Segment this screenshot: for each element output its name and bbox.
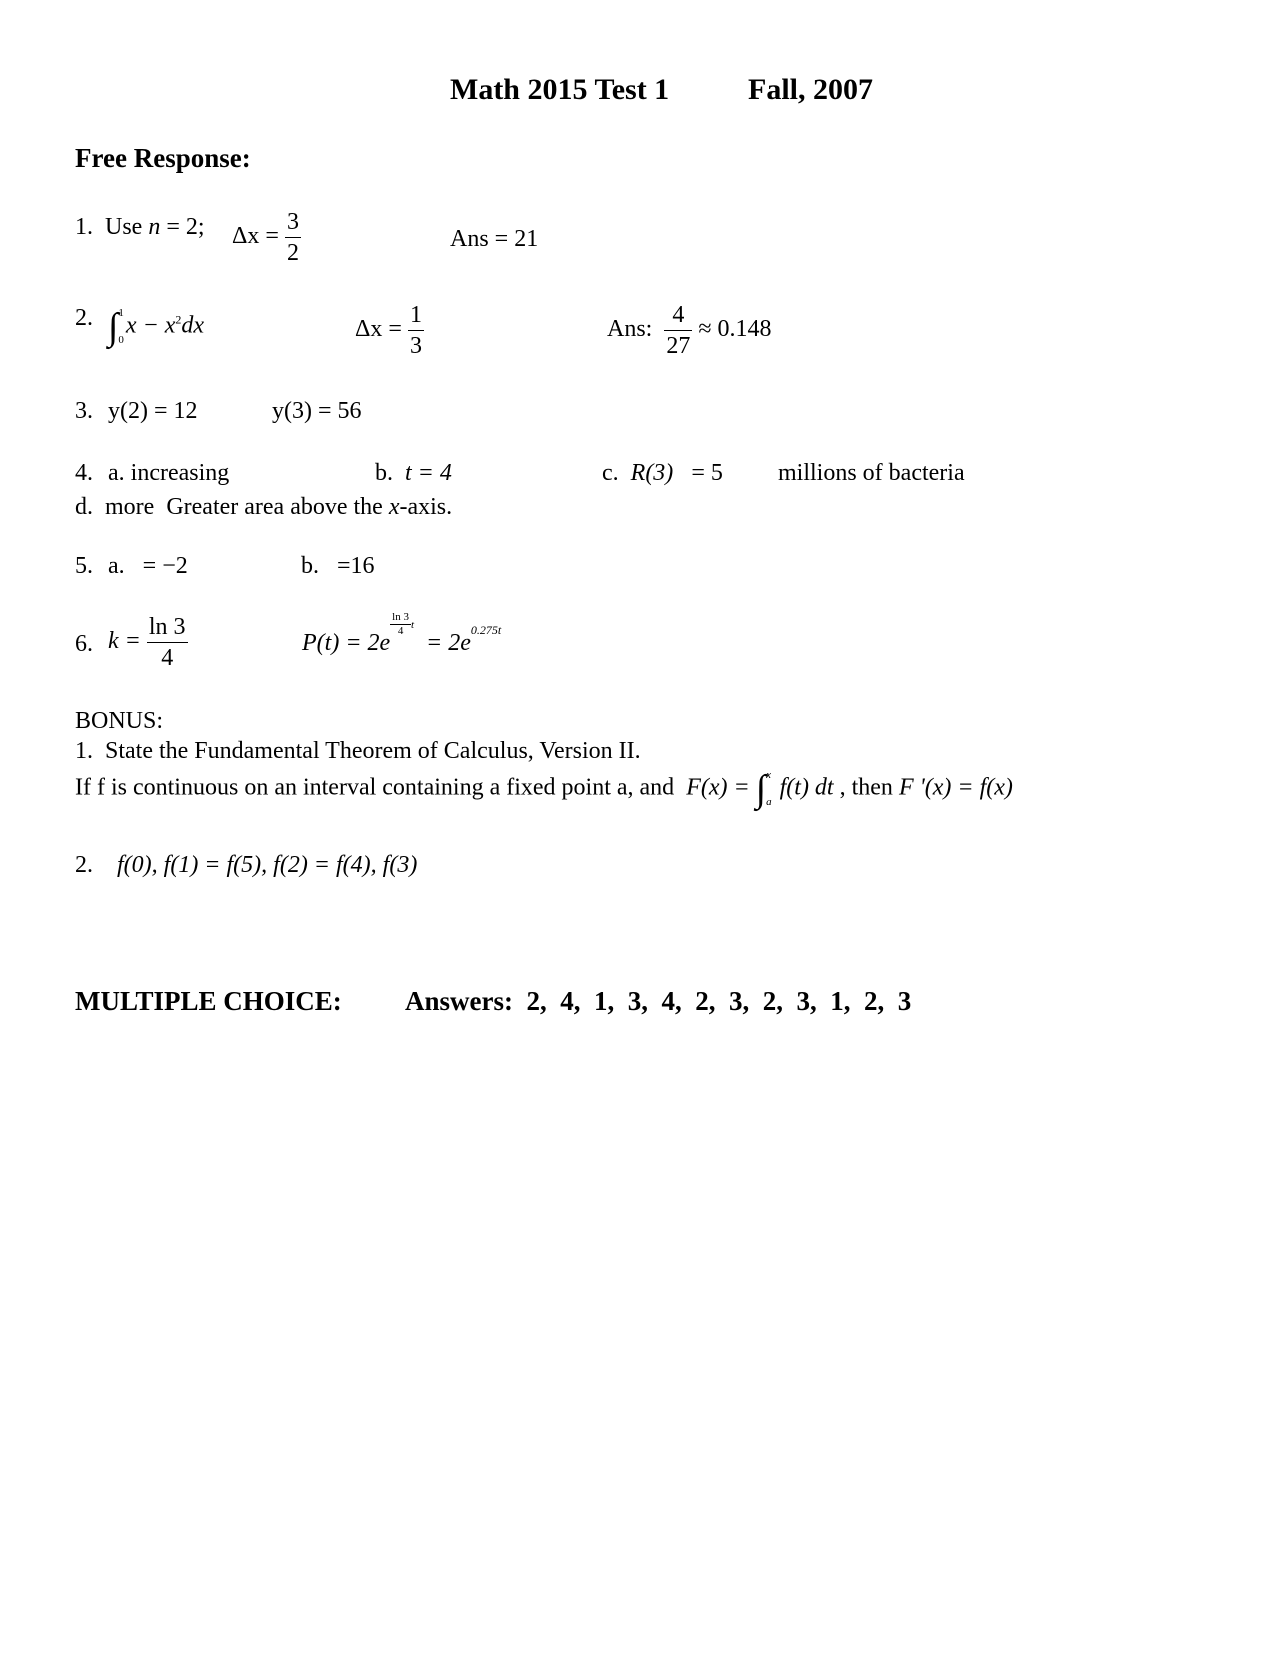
multiple-choice-heading: MULTIPLE CHOICE: [75,986,342,1016]
bonus-q1-statement [75,770,1013,808]
q1-number: 1. [75,214,93,240]
test-title: Math 2015 Test 1 [450,73,670,106]
q4-b-label: b. [375,460,393,486]
q1-use: Use [105,214,143,240]
q4-c [602,460,723,487]
q4-a: a. increasing [108,460,230,486]
bonus-q1-fx: F(x) = [686,774,750,801]
fraction-bar [664,330,692,331]
q4-c-label: c. [602,460,619,486]
q2-ans-approx: ≈ 0.148 [698,316,772,343]
bonus-q1-stmt: If f is continuous on an interval containing a fixed point a, and [75,774,675,801]
q3-number: 3. [75,398,93,424]
bonus-q1-number: 1. [75,738,93,764]
q4-d-reason-pre: Greater area above the [166,494,389,520]
bonus-q1-text: State the Fundamental Theorem of Calculus, Version II. [105,738,641,764]
q6-k-label: k = [108,628,141,655]
answers-list: 2, 4, 1, 3, 4, 2, 3, 2, 3, 1, 2, 3 [526,986,912,1016]
q5-b-label: b. [301,553,319,579]
q5-b-value: =16 [337,553,375,579]
q2-frac-num: 1 [409,302,422,328]
bonus-q1-int-upper: x [766,769,771,781]
q6-p-lhs: P(t) = 2e [302,630,391,656]
q2-int-lower: 0 [118,334,124,346]
q3-b: y(3) = 56 [272,398,362,424]
q4-b [375,460,452,487]
q6-p-rhs: = 2e [426,630,471,656]
q1-dx-label: Δx = [232,223,279,250]
q6-p-rhs-exp: 0.275t [470,623,502,637]
q2-answer [607,303,772,358]
q6-k [108,615,188,670]
multiple-choice-answers [405,986,911,1017]
q4-c-value: R(3) [630,460,674,486]
bonus-q2 [75,852,417,879]
bonus-q2-text: f(0), f(1) = f(5), f(2) = f(4), f(3) [117,852,418,878]
q6-k-num: ln 3 [148,614,186,640]
q4-d-label: d. [75,494,93,520]
q2-dx-fraction [408,303,424,358]
q3-a: y(2) = 12 [108,398,198,424]
q6-p-exp-fraction [390,612,411,637]
q5-a [108,553,188,580]
q6-k-fraction [147,615,188,670]
q4-c-units: millions of bacteria [778,460,965,486]
q6-k-den: 4 [161,645,174,671]
q1-answer: Ans = 21 [450,226,539,252]
bonus-q1 [75,738,641,765]
q2-ans-den: 27 [666,333,691,359]
q5-number: 5. [75,553,93,579]
q1-dx-fraction [285,210,301,265]
fraction-bar [408,330,424,331]
q1-row [75,214,205,241]
q5-a-value: = −2 [142,553,188,579]
q4-c-equals: = 5 [691,460,723,486]
bonus-q1-int-lower: a [766,796,772,808]
bonus-heading: BONUS: [75,708,164,734]
q2-ans-label: Ans: [607,316,653,343]
fraction-bar [285,237,301,238]
bonus-q1-integrand: f(t) dt [779,774,834,801]
q2-number: 2. [75,305,93,331]
q1-n-eq: = 2; [160,214,205,240]
q4-number: 4. [75,460,93,486]
q4-d [75,494,452,521]
q2-integral [108,308,204,346]
q2-exp: 2 [175,312,182,327]
free-response-heading: Free Response: [75,143,251,173]
q1-frac-den: 2 [286,240,299,266]
q5-b [301,553,375,580]
q1-frac-num: 3 [286,209,299,235]
integral-sign-icon: ∫ [755,768,767,810]
q4-d-reason-post: -axis. [399,494,453,520]
q2-integrand: x − x [125,312,176,339]
bonus-q1-limits [766,770,772,808]
q2-ans-fraction [664,303,692,358]
q6-p-formula [302,612,501,657]
q4-b-value: t = 4 [405,460,452,486]
q4-d-reason-var: x [388,494,400,520]
answers-label: Answers: [405,986,513,1016]
q2-int-upper: 1 [118,307,124,319]
q2-frac-den: 3 [409,333,422,359]
q6-p-exponent [390,612,414,637]
q2-dx [355,303,424,358]
bonus-q2-number: 2. [75,852,93,878]
q4-d-value: more [105,494,155,520]
test-term: Fall, 2007 [748,73,873,106]
q6-p-exp-num: ln 3 [392,611,409,623]
q1-n-var: n [148,214,161,240]
q2-dx-label: Δx = [355,316,402,343]
bonus-q1-result: F '(x) = f(x) [898,774,1013,801]
q1-dx [232,210,301,265]
q6-p-exp-var: t [410,618,415,631]
q2-limits [118,308,124,346]
fraction-bar [147,642,188,643]
bonus-q1-then: , then [839,774,893,801]
q6-p-exp-den: 4 [397,625,404,637]
q5-a-label: a. [108,553,125,579]
q6-number: 6. [75,631,93,657]
q2-ans-num: 4 [672,302,685,328]
integral-sign-icon: ∫ [108,306,119,348]
q2-dx-tail: dx [181,312,205,339]
